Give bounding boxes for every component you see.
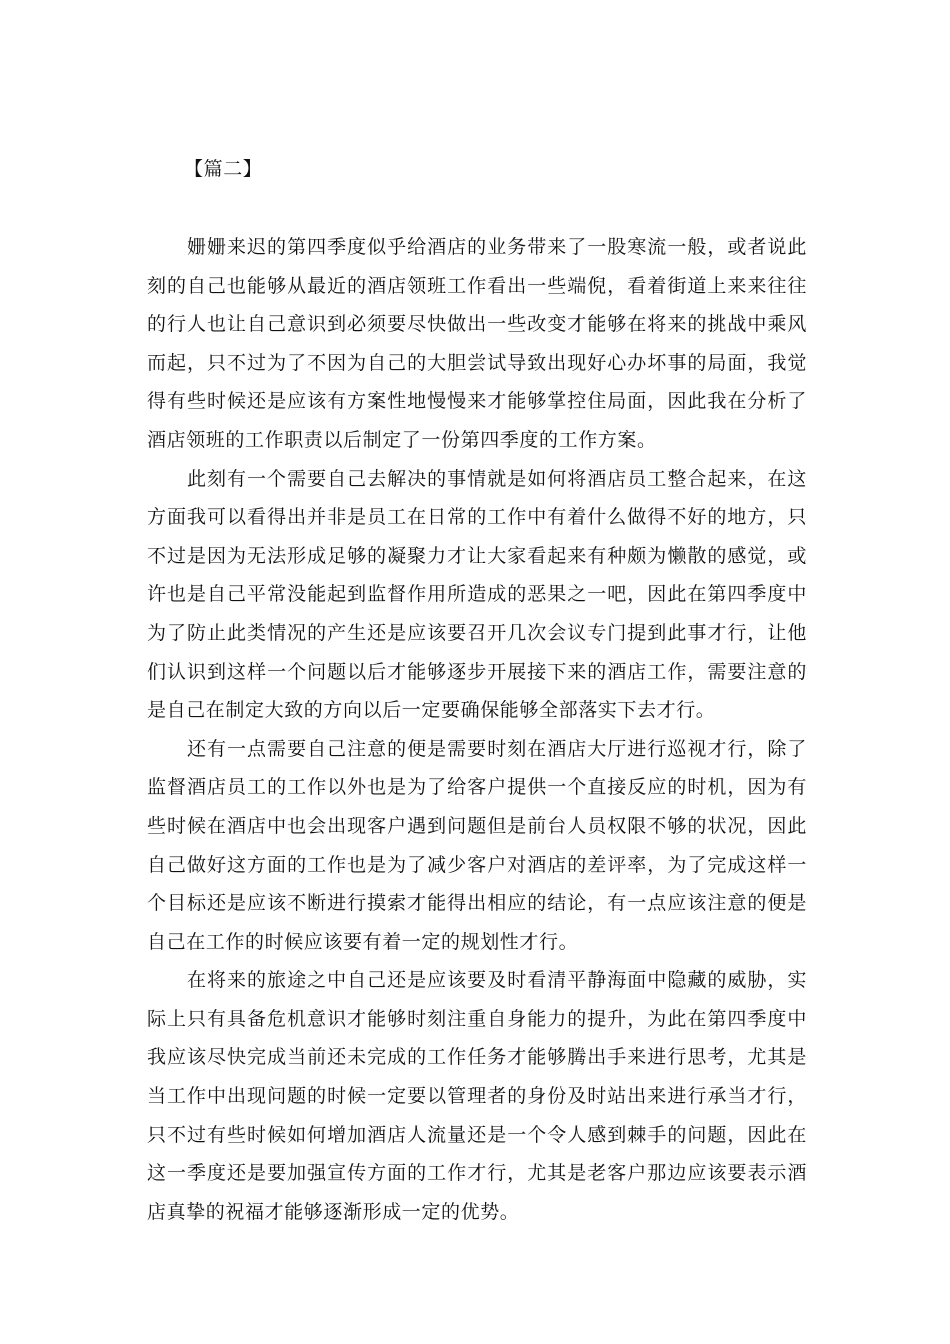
document-body [147, 150, 807, 1231]
paragraph-2: 此刻有一个需要自己去解决的事情就是如何将酒店员工整合起来，在这方面我可以看得出并非是员工在日常的工作中有着什么做得不好的地方，只不过是因为无法形成足够的凝聚力才让大家看起来有种颇为懒散的感觉，或许也是自己平常没能起到监督作用所造成的恶果之一吧，因此在第四季度中为了防止此类情况的产生还是应该要召开几次会议专门提到此事才行，让他们认识到这样一个问题以后才能够逐步开展接下来的酒店工作，需要注意的是自己在制定大致的方向以后一定要确保能够全部落实下去才行。 [147, 467, 807, 722]
paragraph-1: 姗姗来迟的第四季度似乎给酒店的业务带来了一股寒流一般，或者说此刻的自己也能够从最近的酒店领班工作看出一些端倪，看着街道上来来往往的行人也让自己意识到必须要尽快做出一些改变才能够在将来的挑战中乘风而起，只不过为了不因为自己的大胆尝试导致出现好心办坏事的局面，我觉得有些时候还是应该有方案性地慢慢来才能够掌控住局面，因此我在分析了酒店领班的工作职责以后制定了一份第四季度的工作方案。 [147, 236, 807, 451]
paragraph-3: 还有一点需要自己注意的便是需要时刻在酒店大厅进行巡视才行，除了监督酒店员工的工作以外也是为了给客户提供一个直接反应的时机，因为有些时候在酒店中也会出现客户遇到问题但是前台人员权限不够的状况，因此自己做好这方面的工作也是为了减少客户对酒店的差评率，为了完成这样一个目标还是应该不断进行摸索才能得出相应的结论，有一点应该注意的便是自己在工作的时候应该要有着一定的规划性才行。 [147, 737, 807, 953]
paragraph-4: 在将来的旅途之中自己还是应该要及时看清平静海面中隐藏的威胁，实际上只有具备危机意识才能够时刻注重自身能力的提升，为此在第四季度中我应该尽快完成当前还未完成的工作任务才能够腾出手来进行思考，尤其是当工作中出现问题的时候一定要以管理者的身份及时站出来进行承当才行，只不过有些时候如何增加酒店人流量还是一个令人感到棘手的问题，因此在这一季度还是要加强宣传方面的工作才行，尤其是老客户那边应该要表示酒店真挚的祝福才能够逐渐形成一定的优势。 [147, 969, 807, 1223]
section-title: 【篇二】 [184, 158, 263, 180]
